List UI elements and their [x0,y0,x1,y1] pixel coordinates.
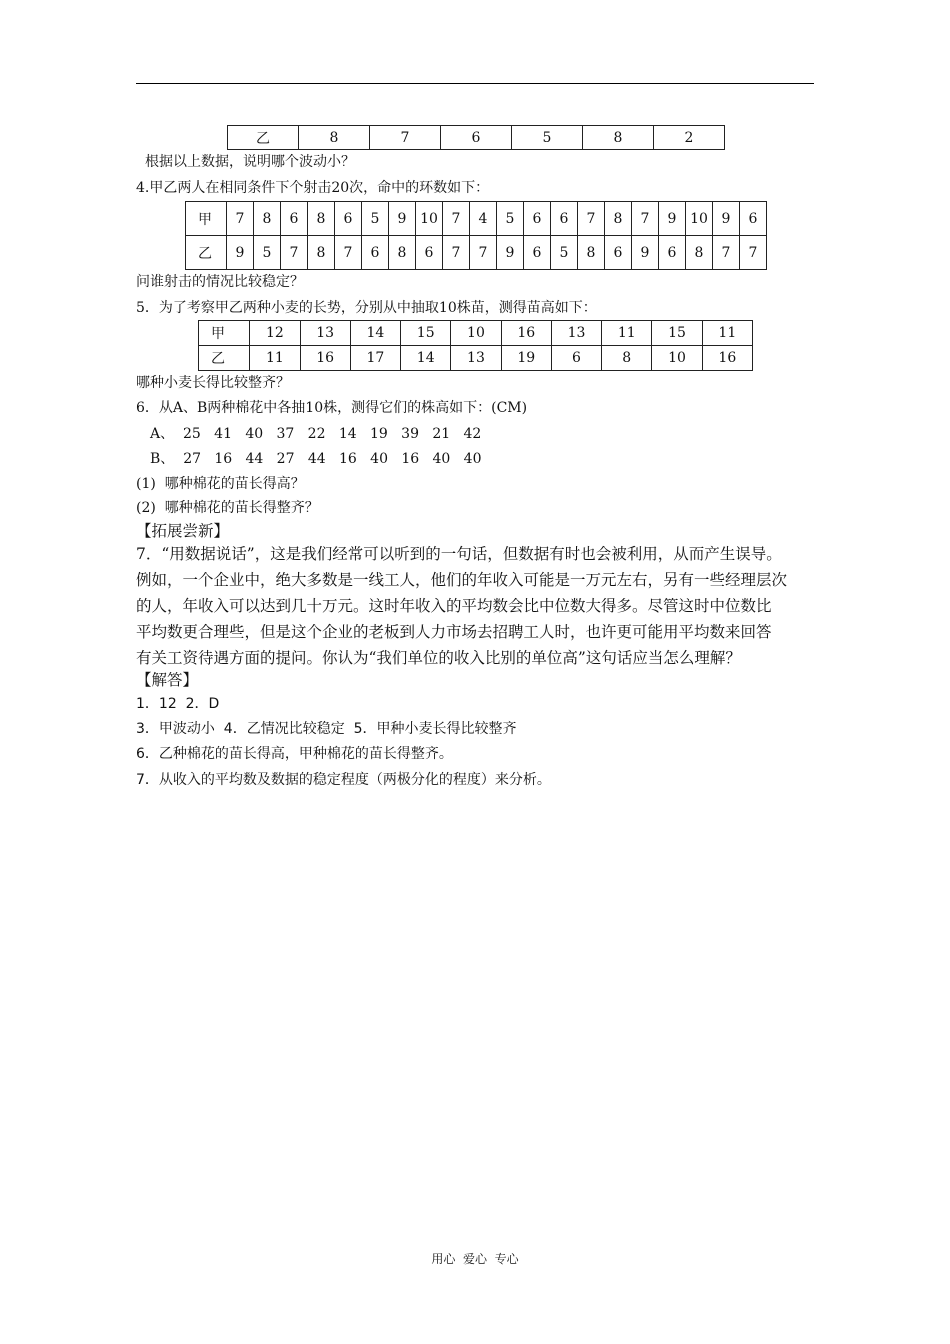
table-cell: 6 [441,126,512,150]
table-cell: 5 [512,126,583,150]
table-cell: 8 [308,236,335,270]
table-cell: 12 [250,321,300,346]
table-cell: 6 [524,236,551,270]
answer-line: 3．甲波动小 4．乙情况比较稳定 5．甲种小麦长得比较整齐 [136,721,517,737]
table-cell: 2 [654,126,725,150]
table-cell: 9 [227,236,254,270]
q5-title: 5．为了考察甲乙两种小麦的长势，分别从中抽取10株苗，测得苗高如下： [136,300,597,316]
table-cell: 8 [254,202,281,236]
q7-line: 的人，年收入可以达到几十万元。这时年收入的平均数会比中位数大得多。尽管这时中位数比 [136,597,772,615]
q6-title: 6．从A、B两种棉花中各抽10株，测得它们的株高如下：(CM) [136,400,528,416]
q3-prompt: 根据以上数据，说明哪个波动小？ [145,154,355,170]
table-cell: 15 [401,321,451,346]
table-cell: 7 [713,236,740,270]
table-cell: 7 [443,236,470,270]
q7-line: 有关工资待遇方面的提问。你认为“我们单位的收入比别的单位高”这句话应当怎么理解？ [136,649,741,667]
q4-shooting-table [185,201,767,270]
table-cell: 9 [659,202,686,236]
table-cell: 8 [602,346,652,371]
section-heading-answers: 【解答】 [136,671,199,689]
answer-line: 7．从收入的平均数及数据的稳定程度（两极分化的程度）来分析。 [136,772,551,788]
table-cell: 10 [416,202,443,236]
table-cell: 13 [451,346,501,371]
table-cell: 8 [583,126,654,150]
table-cell: 6 [551,202,578,236]
q7-line: 平均数更合理些，但是这个企业的老板到人力市场去招聘工人时，也许更可能用平均数来回答 [136,623,772,641]
q4-title: 4.甲乙两人在相同条件下个射击20次，命中的环数如下： [136,180,490,196]
table-cell: 8 [578,236,605,270]
q5-wheat-table [198,320,753,371]
answer-line: 6．乙种棉花的苗长得高，甲种棉花的苗长得整齐。 [136,746,453,762]
q7-line: 例如，一个企业中，绝大多数是一线工人，他们的年收入可能是一万元左右，另有一些经理层次 [136,571,788,589]
row-label: 乙 [186,236,227,270]
q4-question: 问谁射击的情况比较稳定？ [136,274,304,290]
table-cell: 7 [335,236,362,270]
table-row [199,321,753,346]
table-cell: 10 [451,321,501,346]
table-cell: 8 [308,202,335,236]
table-cell: 9 [632,236,659,270]
table-cell: 7 [281,236,308,270]
table-cell: 9 [497,236,524,270]
table-cell: 11 [602,321,652,346]
q6-row-a: A、 25 41 40 37 22 14 19 39 21 42 [150,426,482,442]
table-cell: 7 [740,236,767,270]
table-cell: 16 [300,346,350,371]
table-cell: 6 [605,236,632,270]
row-label: 乙 [228,126,299,150]
q6-subquestion-2: (2) 哪种棉花的苗长得整齐？ [136,500,319,516]
table-cell: 6 [362,236,389,270]
row-label: 乙 [199,346,250,371]
table-cell: 5 [362,202,389,236]
table-cell: 11 [702,321,752,346]
table-cell: 14 [350,321,400,346]
table-cell: 11 [250,346,300,371]
table-cell: 4 [470,202,497,236]
table-cell: 13 [551,321,601,346]
table-cell: 7 [578,202,605,236]
table-cell: 10 [652,346,702,371]
header-rule [136,83,814,84]
answer-line: 1．12 2．D [136,696,220,712]
q5-question: 哪种小麦长得比较整齐？ [136,375,290,391]
table-cell: 5 [551,236,578,270]
table-cell: 7 [632,202,659,236]
table-cell: 16 [501,321,551,346]
table-row [199,346,753,371]
table-cell: 9 [389,202,416,236]
q7-line: 7．“用数据说话”，这是我们经常可以听到的一句话，但数据有时也会被利用，从而产生误导。 [136,545,782,563]
table-cell: 15 [652,321,702,346]
row-label: 甲 [199,321,250,346]
table-cell: 7 [443,202,470,236]
table-cell: 5 [254,236,281,270]
table-cell: 16 [702,346,752,371]
table-row [186,236,767,270]
table-cell: 5 [497,202,524,236]
table-cell: 7 [370,126,441,150]
table-cell: 14 [401,346,451,371]
table-cell: 7 [227,202,254,236]
table-cell: 8 [389,236,416,270]
page-footer: 用心 爱心 专心 [431,1252,519,1266]
q6-subquestion-1: (1) 哪种棉花的苗长得高？ [136,476,305,492]
table-cell: 8 [686,236,713,270]
table-cell: 6 [740,202,767,236]
table-cell: 6 [551,346,601,371]
table-cell: 7 [470,236,497,270]
table-cell: 8 [299,126,370,150]
table-cell: 9 [713,202,740,236]
table-cell: 6 [416,236,443,270]
table-cell: 6 [659,236,686,270]
row-label: 甲 [186,202,227,236]
table-cell: 17 [350,346,400,371]
table-row [186,202,767,236]
top-data-table [227,125,725,150]
q6-row-b: B、 27 16 44 27 44 16 40 16 40 40 [150,451,482,467]
table-cell: 6 [281,202,308,236]
section-heading-extend: 【拓展尝新】 [136,522,230,540]
table-cell: 10 [686,202,713,236]
table-cell: 8 [605,202,632,236]
table-cell: 6 [524,202,551,236]
table-cell: 19 [501,346,551,371]
table-cell: 13 [300,321,350,346]
table-cell: 6 [335,202,362,236]
